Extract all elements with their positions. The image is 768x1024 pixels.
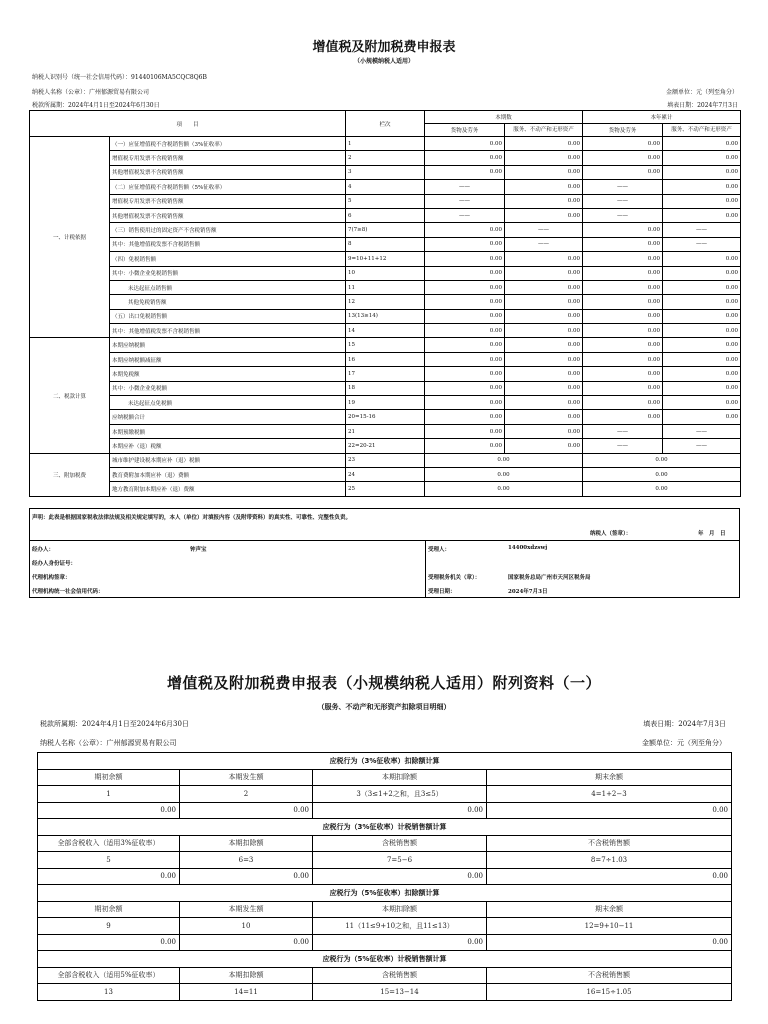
row-label: 地方教育附加本期应补（退）费额 [110, 482, 346, 496]
row-col-number: 10 [346, 266, 425, 280]
table-row [30, 266, 741, 280]
row-value-merged: 0.00 [425, 467, 583, 481]
row-value-merged: 0.00 [425, 482, 583, 496]
declaration-text: 声明：此表是根据国家税收法律法规及相关规定填写的，本人（单位）对填报内容（及附带资料）的真实性、可靠性、完整性负责。 [32, 515, 352, 521]
table-row [30, 396, 741, 410]
section-value: 0.00 [487, 802, 732, 819]
section-head-row [38, 901, 732, 918]
row-value: 0.00 [425, 137, 505, 151]
section-title-row [38, 819, 732, 836]
section-head: 期初余额 [38, 769, 180, 786]
table-row [30, 252, 741, 266]
section-col: 3（3≤1+2之和，且3≤5） [313, 786, 487, 803]
row-value: 0.00 [583, 381, 663, 395]
attachment-amount-unit: 金额单位：元（列至角分） [642, 739, 726, 747]
taxpayer-name: 纳税人名称（公章）：广州郁源贸易有限公司 [32, 89, 150, 96]
row-value: 0.00 [583, 338, 663, 352]
section-title: 应税行为（3%征收率）扣除额计算 [38, 753, 732, 770]
section-value: 0.00 [487, 934, 732, 951]
row-label: 其中：其他增值税发票不含税销售额 [110, 237, 346, 251]
agent-name: 钟声宝 [190, 547, 207, 553]
row-label: （五）出口免税销售额 [110, 309, 346, 323]
table-row [30, 237, 741, 251]
row-value: 0.00 [425, 324, 505, 338]
section-value: 0.00 [313, 934, 487, 951]
fill-date: 填表日期：2024年7月3日 [667, 102, 738, 109]
proxy-seal-label: 代理机构签章： [32, 575, 71, 581]
row-value: 0.00 [425, 295, 505, 309]
accept-date-value: 2024年7月3日 [508, 589, 548, 595]
row-value: 0.00 [663, 137, 741, 151]
row-value-merged: 0.00 [425, 453, 583, 467]
signer-date: 年 月 日 [698, 531, 726, 537]
table-row [30, 165, 741, 179]
row-value: 0.00 [505, 194, 583, 208]
row-value: 0.00 [425, 252, 505, 266]
section-head-row [38, 967, 732, 984]
section-col: 11（11≤9+10之和，且11≤13） [313, 918, 487, 935]
accept-date-label: 受理日期： [428, 589, 456, 595]
row-value: 0.00 [505, 295, 583, 309]
row-col-number: 20=15-16 [346, 410, 425, 424]
row-value: 0.00 [663, 194, 741, 208]
row-label: （二）应征增值税不含税销售额（5%征收率） [110, 180, 346, 194]
table-row [30, 338, 741, 352]
section-head: 本期发生额 [180, 901, 313, 918]
table-row [30, 482, 741, 496]
table-row [30, 381, 741, 395]
section-value: 0.00 [180, 868, 313, 885]
row-col-number: 5 [346, 194, 425, 208]
row-label: 未达起征点销售额 [110, 280, 346, 294]
row-value: —— [425, 180, 505, 194]
row-value: 0.00 [505, 324, 583, 338]
section-col: 5 [38, 852, 180, 869]
row-value: 0.00 [425, 151, 505, 165]
receiver-label: 受理人： [428, 547, 451, 553]
row-value-merged: 0.00 [583, 467, 741, 481]
row-value: 0.00 [425, 338, 505, 352]
row-value: —— [425, 208, 505, 222]
section-head: 本期发生额 [180, 769, 313, 786]
table-row [30, 151, 741, 165]
section-col-row [38, 984, 732, 1001]
section-value-row [38, 934, 732, 951]
row-label: 本期免税额 [110, 367, 346, 381]
row-label: 本期预缴税额 [110, 424, 346, 438]
row-value: 0.00 [663, 324, 741, 338]
header-goods-ytd: 货物及劳务 [583, 124, 663, 137]
attachment-subtitle: （服务、不动产和无形资产扣除项目明细） [317, 702, 451, 711]
row-value-merged: 0.00 [583, 482, 741, 496]
section-head-row [38, 835, 732, 852]
row-value: 0.00 [583, 367, 663, 381]
row-value: 0.00 [425, 410, 505, 424]
row-value-merged: 0.00 [583, 453, 741, 467]
attachment-table [37, 752, 732, 1001]
section-head: 全部含税收入（适用3%征收率） [38, 835, 180, 852]
row-value: —— [663, 439, 741, 453]
table-row [30, 223, 741, 237]
section-col: 14=11 [180, 984, 313, 1001]
section-value: 0.00 [313, 802, 487, 819]
row-value: 0.00 [505, 165, 583, 179]
row-label: 其中：小微企业免税额 [110, 381, 346, 395]
section-value: 0.00 [180, 934, 313, 951]
row-label: 城市维护建设税本期应补（退）税额 [110, 453, 346, 467]
row-value: 0.00 [425, 439, 505, 453]
row-value: 0.00 [583, 396, 663, 410]
section-head: 不含税销售额 [487, 967, 732, 984]
section-head: 本期扣除额 [313, 901, 487, 918]
section-value: 0.00 [487, 868, 732, 885]
row-label: 应纳税额合计 [110, 410, 346, 424]
row-col-number: 22=20-21 [346, 439, 425, 453]
row-value: 0.00 [583, 252, 663, 266]
row-value: 0.00 [505, 396, 583, 410]
section-head: 期初余额 [38, 901, 180, 918]
row-col-number: 19 [346, 396, 425, 410]
row-value: 0.00 [663, 208, 741, 222]
table-row [30, 453, 741, 467]
row-value: 0.00 [663, 252, 741, 266]
section-value: 0.00 [38, 802, 180, 819]
row-value: 0.00 [505, 352, 583, 366]
header-current: 本期数 [425, 111, 583, 124]
row-label: 本期应纳税额 [110, 338, 346, 352]
table-row [30, 352, 741, 366]
section-value: 0.00 [38, 868, 180, 885]
row-label: 其他免税销售额 [110, 295, 346, 309]
table-row [30, 467, 741, 481]
attachment-period: 税款所属期：2024年4月1日至2024年6月30日 [40, 720, 189, 728]
row-col-number: 1 [346, 137, 425, 151]
table-row [30, 295, 741, 309]
row-value: 0.00 [505, 280, 583, 294]
row-col-number: 21 [346, 424, 425, 438]
section-title-row [38, 753, 732, 770]
row-col-number: 24 [346, 467, 425, 481]
row-value: 0.00 [663, 309, 741, 323]
row-value: 0.00 [505, 338, 583, 352]
row-col-number: 17 [346, 367, 425, 381]
section-head: 期末余额 [487, 901, 732, 918]
section-title: 应税行为（3%征收率）计税销售额计算 [38, 819, 732, 836]
table-row [30, 367, 741, 381]
row-value: 0.00 [505, 367, 583, 381]
section-value: 0.00 [313, 868, 487, 885]
section-head: 本期扣除额 [180, 967, 313, 984]
row-col-number: 23 [346, 453, 425, 467]
row-label: 增值税专用发票不含税销售额 [110, 151, 346, 165]
row-value: 0.00 [505, 151, 583, 165]
row-col-number: 8 [346, 237, 425, 251]
section-col-row [38, 918, 732, 935]
row-value: 0.00 [425, 381, 505, 395]
row-value: 0.00 [505, 410, 583, 424]
row-col-number: 6 [346, 208, 425, 222]
receiver-value: 14400xdzswj [508, 545, 548, 551]
row-value: 0.00 [583, 324, 663, 338]
row-value: 0.00 [663, 338, 741, 352]
row-value: 0.00 [663, 266, 741, 280]
row-value: 0.00 [425, 280, 505, 294]
section-title: 应税行为（5%征收率）计税销售额计算 [38, 951, 732, 968]
taxpayer-id: 纳税人识别号（统一社会信用代码）：91440106MA5CQC8Q6B [32, 74, 207, 81]
section-col: 6=3 [180, 852, 313, 869]
row-value: 0.00 [583, 309, 663, 323]
agent-id-label: 经办人身份证号： [32, 561, 77, 567]
row-value: —— [583, 194, 663, 208]
row-value: 0.00 [505, 180, 583, 194]
row-value: 0.00 [505, 137, 583, 151]
row-value: —— [583, 180, 663, 194]
row-col-number: 13(13≥14) [346, 309, 425, 323]
form-title: 增值税及附加税费申报表 [312, 40, 456, 55]
section-col: 2 [180, 786, 313, 803]
section-head: 含税销售额 [313, 967, 487, 984]
row-value: 0.00 [425, 266, 505, 280]
agent-label: 经办人： [32, 547, 55, 553]
row-label: 其他增值税发票不含税销售额 [110, 165, 346, 179]
table-row [30, 137, 741, 151]
row-value: —— [425, 194, 505, 208]
row-value: 0.00 [505, 208, 583, 222]
row-label: 其中：小微企业免税销售额 [110, 266, 346, 280]
row-value: —— [505, 237, 583, 251]
row-value: 0.00 [425, 352, 505, 366]
section-value: 0.00 [180, 802, 313, 819]
row-value: 0.00 [505, 309, 583, 323]
row-col-number: 12 [346, 295, 425, 309]
form-subtitle: （小规模纳税人适用） [353, 58, 414, 65]
tax-period: 税款所属期：2024年4月1日至2024年6月30日 [32, 102, 160, 109]
row-label: 本期应纳税额减征额 [110, 352, 346, 366]
row-label: 增值税专用发票不含税销售额 [110, 194, 346, 208]
row-col-number: 16 [346, 352, 425, 366]
row-label: （一）应征增值税不含税销售额（3%征收率） [110, 137, 346, 151]
row-value: 0.00 [425, 309, 505, 323]
section-col: 4=1+2−3 [487, 786, 732, 803]
row-value: 0.00 [505, 266, 583, 280]
row-label: 其中：其他增值税发票不含税销售额 [110, 324, 346, 338]
row-value: 0.00 [663, 295, 741, 309]
row-value: —— [663, 223, 741, 237]
row-value: 0.00 [663, 151, 741, 165]
attachment-fill-date: 填表日期：2024年7月3日 [643, 720, 726, 728]
header-goods: 货物及劳务 [425, 124, 505, 137]
row-value: 0.00 [663, 381, 741, 395]
office-label: 受理税务机关（章）： [428, 575, 481, 581]
row-value: 0.00 [505, 381, 583, 395]
section-head: 期末余额 [487, 769, 732, 786]
row-value: —— [583, 424, 663, 438]
row-value: 0.00 [425, 424, 505, 438]
table-row [30, 208, 741, 222]
section-value-row [38, 802, 732, 819]
row-value: 0.00 [583, 280, 663, 294]
section-col: 15=13−14 [313, 984, 487, 1001]
signer-label: 纳税人（签章）： [590, 531, 632, 537]
row-label: （四）免税销售额 [110, 252, 346, 266]
row-label: （三）销售使用过的固定资产不含税销售额 [110, 223, 346, 237]
header-services: 服务、不动产和无形资产 [505, 124, 583, 137]
row-value: 0.00 [663, 352, 741, 366]
row-label: 教育费附加本期应补（退）费额 [110, 467, 346, 481]
row-value: 0.00 [663, 396, 741, 410]
row-col-number: 25 [346, 482, 425, 496]
row-value: 0.00 [583, 223, 663, 237]
table-row [30, 424, 741, 438]
signature-block [29, 508, 740, 598]
section-head: 全部含税收入（适用5%征收率） [38, 967, 180, 984]
table-row [30, 194, 741, 208]
section-head-row [38, 769, 732, 786]
section-head: 本期扣除额 [313, 769, 487, 786]
section-col: 8=7÷1.03 [487, 852, 732, 869]
row-col-number: 4 [346, 180, 425, 194]
row-value: 0.00 [663, 410, 741, 424]
section-col: 12=9+10−11 [487, 918, 732, 935]
row-value: 0.00 [505, 439, 583, 453]
section-title-row [38, 951, 732, 968]
section-head: 不含税销售额 [487, 835, 732, 852]
declaration-table [29, 110, 741, 497]
row-value: 0.00 [583, 410, 663, 424]
row-value: 0.00 [583, 295, 663, 309]
row-value: 0.00 [663, 367, 741, 381]
section-col: 10 [180, 918, 313, 935]
section-value: 0.00 [38, 934, 180, 951]
section-col: 13 [38, 984, 180, 1001]
attachment-title: 增值税及附加税费申报表（小规模纳税人适用）附列资料（一） [166, 674, 601, 692]
header-services-ytd: 服务、不动产和无形资产 [663, 124, 741, 137]
group-label: 二、税款计算 [30, 338, 110, 453]
section-col-row [38, 786, 732, 803]
group-label: 一、计税依据 [30, 137, 110, 338]
amount-unit: 金额单位：元（列至角分） [665, 89, 738, 96]
row-value: 0.00 [583, 352, 663, 366]
row-col-number: 18 [346, 381, 425, 395]
row-value: 0.00 [583, 137, 663, 151]
row-value: 0.00 [663, 180, 741, 194]
group-label: 三、附加税费 [30, 453, 110, 496]
row-value: —— [505, 223, 583, 237]
header-col: 栏次 [346, 111, 425, 137]
row-col-number: 15 [346, 338, 425, 352]
row-value: 0.00 [583, 165, 663, 179]
row-value: —— [663, 424, 741, 438]
row-value: 0.00 [583, 151, 663, 165]
row-col-number: 2 [346, 151, 425, 165]
row-label: 未达起征点免税额 [110, 396, 346, 410]
section-col: 1 [38, 786, 180, 803]
row-value: 0.00 [663, 280, 741, 294]
table-row [30, 410, 741, 424]
section-title: 应税行为（5%征收率）扣除额计算 [38, 885, 732, 902]
row-label: 本期应补（退）税额 [110, 439, 346, 453]
row-value: 0.00 [663, 165, 741, 179]
section-head: 含税销售额 [313, 835, 487, 852]
row-value: 0.00 [425, 396, 505, 410]
row-col-number: 11 [346, 280, 425, 294]
row-value: 0.00 [425, 367, 505, 381]
section-col-row [38, 852, 732, 869]
row-col-number: 9=10+11+12 [346, 252, 425, 266]
row-col-number: 3 [346, 165, 425, 179]
row-value: 0.00 [505, 252, 583, 266]
row-value: 0.00 [425, 237, 505, 251]
table-row [30, 180, 741, 194]
row-value: —— [663, 237, 741, 251]
row-value: —— [583, 439, 663, 453]
row-label: 其他增值税发票不含税销售额 [110, 208, 346, 222]
section-value-row [38, 868, 732, 885]
section-col: 16=15÷1.05 [487, 984, 732, 1001]
row-col-number: 7(7≥8) [346, 223, 425, 237]
header-ytd: 本年累计 [583, 111, 741, 124]
row-value: —— [583, 208, 663, 222]
header-item: 项 目 [30, 111, 346, 137]
table-row [30, 324, 741, 338]
row-value: 0.00 [583, 237, 663, 251]
section-title-row [38, 885, 732, 902]
office-value: 国家税务总局广州市天河区税务局 [508, 575, 591, 581]
row-value: 0.00 [505, 424, 583, 438]
row-value: 0.00 [583, 266, 663, 280]
row-value: 0.00 [425, 165, 505, 179]
table-row [30, 280, 741, 294]
proxy-credit-label: 代理机构统一社会信用代码： [32, 589, 104, 595]
section-col: 9 [38, 918, 180, 935]
section-col: 7=5−6 [313, 852, 487, 869]
table-row [30, 309, 741, 323]
table-row [30, 439, 741, 453]
row-col-number: 14 [346, 324, 425, 338]
section-head: 本期扣除额 [180, 835, 313, 852]
attachment-taxpayer-name: 纳税人名称（公章）：广州郁源贸易有限公司 [40, 739, 177, 747]
row-value: 0.00 [425, 223, 505, 237]
